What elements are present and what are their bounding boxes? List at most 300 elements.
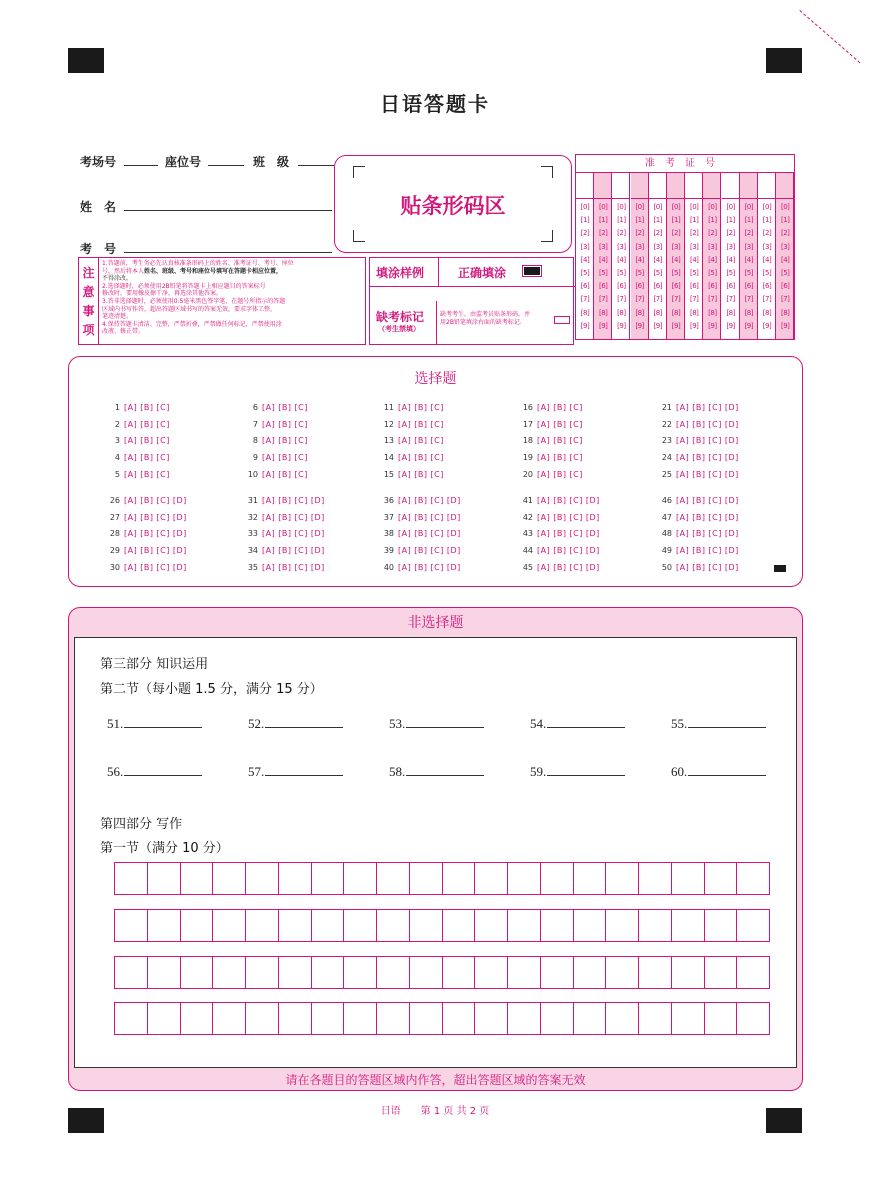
blank-line[interactable] <box>688 727 766 728</box>
choice-question[interactable] <box>656 403 739 412</box>
answer-bubbles[interactable]: [A] [B] [C] <box>262 403 308 412</box>
writing-cell[interactable] <box>541 957 574 988</box>
exam-id-bubble[interactable]: [0] <box>671 203 681 211</box>
choice-question[interactable] <box>104 563 187 572</box>
writing-cell[interactable] <box>279 863 312 894</box>
choice-question[interactable] <box>656 496 739 505</box>
choice-question[interactable] <box>656 470 739 479</box>
answer-bubbles[interactable]: [A] [B] [C] [D] <box>398 513 461 522</box>
writing-cell[interactable] <box>344 863 377 894</box>
exam-id-bubble[interactable]: [7] <box>780 295 790 304</box>
choice-question[interactable] <box>242 453 308 462</box>
writing-cell[interactable] <box>213 957 246 988</box>
writing-grid-row[interactable] <box>114 909 770 942</box>
writing-cell[interactable] <box>181 910 214 941</box>
exam-id-digit-box[interactable] <box>685 173 703 199</box>
choice-question[interactable] <box>517 403 583 412</box>
answer-bubbles[interactable]: [A] [B] [C] [D] <box>262 496 325 505</box>
exam-id-bubble[interactable]: [9] <box>744 321 753 330</box>
writing-cell[interactable] <box>410 1003 443 1034</box>
choice-question[interactable] <box>517 420 583 429</box>
blank-line[interactable] <box>124 727 202 728</box>
exam-id-bubble[interactable]: [0] <box>653 203 662 211</box>
exam-id-bubble[interactable]: [8] <box>635 308 644 317</box>
exam-id-digit-box[interactable] <box>740 173 758 199</box>
writing-cell[interactable] <box>410 957 443 988</box>
exam-id-bubble[interactable]: [4] <box>762 255 772 264</box>
blank-line[interactable] <box>265 727 343 728</box>
exam-id-digit-box[interactable] <box>667 173 685 199</box>
writing-cell[interactable] <box>508 863 541 894</box>
exam-id-bubble[interactable]: [3] <box>635 242 644 251</box>
exam-id-bubble[interactable]: [9] <box>780 321 790 330</box>
fill-blank[interactable] <box>389 716 484 732</box>
exam-id-bubble[interactable]: [3] <box>671 242 681 251</box>
exam-id-bubble[interactable]: [8] <box>744 308 753 317</box>
answer-bubbles[interactable]: [A] [B] [C] <box>124 420 170 429</box>
exam-id-bubble[interactable]: [7] <box>744 295 753 304</box>
exam-id-digit-box[interactable] <box>722 173 740 199</box>
answer-bubbles[interactable]: [A] [B] [C] <box>537 403 583 412</box>
writing-cell[interactable] <box>181 863 214 894</box>
choice-question[interactable] <box>242 470 308 479</box>
exam-id-bubble[interactable]: [3] <box>689 242 699 251</box>
exam-id-bubble[interactable]: [6] <box>635 282 644 291</box>
exam-id-bubble[interactable]: [0] <box>780 203 790 211</box>
exam-id-bubble[interactable]: [0] <box>726 203 735 211</box>
choice-question[interactable] <box>378 529 461 538</box>
exam-id-bubble[interactable]: [1] <box>671 216 681 225</box>
exam-id-bubble[interactable]: [3] <box>762 242 772 251</box>
choice-question[interactable] <box>378 420 444 429</box>
answer-bubbles[interactable]: [A] [B] [C] [D] <box>676 529 739 538</box>
writing-cell[interactable] <box>574 910 607 941</box>
choice-question[interactable] <box>104 470 170 479</box>
answer-bubbles[interactable]: [A] [B] [C] [D] <box>676 496 739 505</box>
answer-bubbles[interactable]: [A] [B] [C] [D] <box>676 546 739 555</box>
choice-question[interactable] <box>656 563 739 572</box>
exam-id-bubble[interactable]: [9] <box>617 321 626 330</box>
answer-bubbles[interactable]: [A] [B] [C] [D] <box>398 496 461 505</box>
writing-grid-row[interactable] <box>114 862 770 895</box>
exam-id-bubble[interactable]: [6] <box>726 282 735 291</box>
exam-id-bubble[interactable]: [6] <box>671 282 681 291</box>
choice-question[interactable] <box>242 420 308 429</box>
answer-bubbles[interactable]: [A] [B] [C] [D] <box>537 546 600 555</box>
exam-id-bubble[interactable]: [2] <box>617 229 626 238</box>
writing-cell[interactable] <box>213 863 246 894</box>
choice-question[interactable] <box>242 436 308 445</box>
exam-id-bubble[interactable]: [0] <box>635 203 644 211</box>
exam-id-bubble[interactable]: [5] <box>726 269 735 277</box>
choice-question[interactable] <box>104 420 170 429</box>
choice-question[interactable] <box>517 529 600 538</box>
blank-line[interactable] <box>547 775 625 776</box>
answer-bubbles[interactable]: [A] [B] [C] [D] <box>676 420 739 429</box>
exam-id-bubble[interactable]: [7] <box>580 295 590 304</box>
writing-cell[interactable] <box>312 957 345 988</box>
exam-id-bubble[interactable]: [4] <box>671 255 681 264</box>
exam-id-bubble[interactable]: [4] <box>598 255 608 264</box>
choice-question[interactable] <box>104 453 170 462</box>
answer-bubbles[interactable]: [A] [B] [C] <box>537 453 583 462</box>
writing-cell[interactable] <box>246 863 279 894</box>
exam-id-bubble[interactable]: [4] <box>780 255 790 264</box>
writing-cell[interactable] <box>475 863 508 894</box>
answer-bubbles[interactable]: [A] [B] [C] [D] <box>124 496 187 505</box>
answer-bubbles[interactable]: [A] [B] [C] <box>124 403 170 412</box>
exam-id-bubble[interactable]: [4] <box>708 255 717 264</box>
choice-question[interactable] <box>656 436 739 445</box>
writing-cell[interactable] <box>672 910 705 941</box>
writing-cell[interactable] <box>639 910 672 941</box>
exam-id-bubble[interactable]: [2] <box>726 229 735 238</box>
fill-blank[interactable] <box>248 764 343 780</box>
writing-cell[interactable] <box>312 863 345 894</box>
choice-question[interactable] <box>656 529 739 538</box>
blank-line[interactable] <box>688 775 766 776</box>
blank-line[interactable] <box>265 775 343 776</box>
exam-id-bubble[interactable]: [8] <box>598 308 608 317</box>
writing-cell[interactable] <box>672 1003 705 1034</box>
choice-question[interactable] <box>242 496 325 505</box>
exam-id-bubble[interactable]: [4] <box>744 255 753 264</box>
writing-cell[interactable] <box>312 910 345 941</box>
choice-question[interactable] <box>242 529 325 538</box>
answer-bubbles[interactable]: [A] [B] [C] [D] <box>676 403 739 412</box>
writing-cell[interactable] <box>377 910 410 941</box>
exam-id-bubble[interactable]: [5] <box>617 269 626 277</box>
writing-grid-row[interactable] <box>114 956 770 989</box>
writing-cell[interactable] <box>377 957 410 988</box>
answer-bubbles[interactable]: [A] [B] [C] <box>537 470 583 479</box>
exam-id-bubble[interactable]: [3] <box>726 242 735 251</box>
writing-cell[interactable] <box>115 957 148 988</box>
answer-bubbles[interactable]: [A] [B] [C] <box>398 420 444 429</box>
writing-cell[interactable] <box>475 957 508 988</box>
writing-cell[interactable] <box>737 910 769 941</box>
blank-line[interactable] <box>547 727 625 728</box>
answer-bubbles[interactable]: [A] [B] [C] <box>398 470 444 479</box>
exam-id-bubble[interactable]: [7] <box>762 295 772 304</box>
choice-question[interactable] <box>378 546 461 555</box>
exam-id-bubble[interactable]: [6] <box>780 282 790 291</box>
exam-id-bubble[interactable]: [5] <box>635 269 644 277</box>
writing-cell[interactable] <box>312 1003 345 1034</box>
exam-id-bubble[interactable]: [6] <box>744 282 753 291</box>
writing-cell[interactable] <box>213 1003 246 1034</box>
writing-cell[interactable] <box>705 1003 738 1034</box>
exam-id-bubble[interactable]: [7] <box>635 295 644 304</box>
exam-id-bubble[interactable]: [0] <box>617 203 626 211</box>
exam-id-bubble[interactable]: [4] <box>726 255 735 264</box>
exam-id-bubble[interactable]: [8] <box>689 308 699 317</box>
exam-id-bubble[interactable]: [8] <box>580 308 590 317</box>
exam-id-bubble[interactable]: [3] <box>617 242 626 251</box>
exam-id-bubble[interactable]: [3] <box>653 242 662 251</box>
exam-id-bubble[interactable]: [9] <box>580 321 590 330</box>
exam-id-bubble[interactable]: [8] <box>617 308 626 317</box>
choice-question[interactable] <box>104 546 187 555</box>
writing-cell[interactable] <box>279 1003 312 1034</box>
writing-cell[interactable] <box>606 957 639 988</box>
exam-id-bubble[interactable]: [1] <box>744 216 753 225</box>
exam-id-bubble[interactable]: [9] <box>689 321 699 330</box>
writing-cell[interactable] <box>574 1003 607 1034</box>
exam-id-bubble[interactable]: [5] <box>653 269 662 277</box>
exam-id-bubble[interactable]: [7] <box>708 295 717 304</box>
choice-question[interactable] <box>104 436 170 445</box>
exam-id-bubble[interactable]: [7] <box>671 295 681 304</box>
writing-cell[interactable] <box>508 910 541 941</box>
exam-id-bubble[interactable]: [1] <box>653 216 662 225</box>
choice-question[interactable] <box>378 453 444 462</box>
writing-cell[interactable] <box>344 957 377 988</box>
answer-bubbles[interactable]: [A] [B] [C] [D] <box>676 513 739 522</box>
choice-question[interactable] <box>104 513 187 522</box>
exam-id-bubble[interactable]: [8] <box>708 308 717 317</box>
exam-id-bubble[interactable]: [1] <box>580 216 590 225</box>
exam-id-bubble[interactable]: [4] <box>689 255 699 264</box>
writing-cell[interactable] <box>115 910 148 941</box>
choice-question[interactable] <box>104 496 187 505</box>
writing-cell[interactable] <box>574 863 607 894</box>
exam-id-digit-box[interactable] <box>776 173 794 199</box>
exam-id-bubble[interactable]: [1] <box>726 216 735 225</box>
writing-cell[interactable] <box>508 1003 541 1034</box>
exam-room-field[interactable] <box>124 165 158 166</box>
exam-id-bubble[interactable]: [5] <box>744 269 753 277</box>
writing-cell[interactable] <box>737 863 769 894</box>
exam-id-bubble[interactable]: [5] <box>689 269 699 277</box>
writing-cell[interactable] <box>148 863 181 894</box>
answer-bubbles[interactable]: [A] [B] [C] [D] <box>262 546 325 555</box>
choice-question[interactable] <box>378 513 461 522</box>
exam-id-bubble[interactable]: [6] <box>580 282 590 291</box>
exam-id-bubble[interactable]: [4] <box>635 255 644 264</box>
exam-id-bubble[interactable]: [3] <box>780 242 790 251</box>
exam-id-bubble[interactable]: [6] <box>653 282 662 291</box>
fill-blank[interactable] <box>671 764 766 780</box>
blank-line[interactable] <box>406 775 484 776</box>
exam-id-bubble[interactable]: [9] <box>653 321 662 330</box>
exam-id-bubble[interactable]: [5] <box>598 269 608 277</box>
choice-question[interactable] <box>656 453 739 462</box>
writing-cell[interactable] <box>279 957 312 988</box>
exam-id-bubble[interactable]: [2] <box>762 229 772 238</box>
exam-id-bubble[interactable]: [3] <box>708 242 717 251</box>
choice-question[interactable] <box>517 496 600 505</box>
answer-bubbles[interactable]: [A] [B] [C] [D] <box>262 563 325 572</box>
exam-id-bubble[interactable]: [9] <box>726 321 735 330</box>
writing-cell[interactable] <box>148 1003 181 1034</box>
answer-bubbles[interactable]: [A] [B] [C] [D] <box>537 496 600 505</box>
writing-cell[interactable] <box>737 957 769 988</box>
answer-bubbles[interactable]: [A] [B] [C] [D] <box>124 546 187 555</box>
fill-blank[interactable] <box>530 764 625 780</box>
exam-id-bubble[interactable]: [1] <box>762 216 772 225</box>
fill-blank[interactable] <box>248 716 343 732</box>
choice-question[interactable] <box>517 436 583 445</box>
writing-cell[interactable] <box>443 863 476 894</box>
exam-id-bubble[interactable]: [3] <box>744 242 753 251</box>
answer-bubbles[interactable]: [A] [B] [C] [D] <box>262 513 325 522</box>
writing-cell[interactable] <box>639 863 672 894</box>
exam-id-bubble[interactable]: [1] <box>617 216 626 225</box>
choice-question[interactable] <box>517 453 583 462</box>
exam-id-bubble[interactable]: [4] <box>617 255 626 264</box>
exam-id-bubble[interactable]: [1] <box>708 216 717 225</box>
exam-id-bubble[interactable]: [2] <box>689 229 699 238</box>
exam-id-bubble[interactable]: [1] <box>598 216 608 225</box>
writing-cell[interactable] <box>672 863 705 894</box>
exam-id-bubble[interactable]: [7] <box>689 295 699 304</box>
choice-question[interactable] <box>517 513 600 522</box>
writing-cell[interactable] <box>705 957 738 988</box>
answer-bubbles[interactable]: [A] [B] [C] <box>262 420 308 429</box>
name-field[interactable] <box>124 210 332 211</box>
writing-cell[interactable] <box>377 1003 410 1034</box>
writing-cell[interactable] <box>541 863 574 894</box>
answer-bubbles[interactable]: [A] [B] [C] [D] <box>398 546 461 555</box>
choice-question[interactable] <box>517 546 600 555</box>
writing-cell[interactable] <box>443 957 476 988</box>
fill-blank[interactable] <box>107 764 202 780</box>
answer-bubbles[interactable]: [A] [B] [C] <box>398 436 444 445</box>
answer-bubbles[interactable]: [A] [B] [C] [D] <box>676 436 739 445</box>
choice-question[interactable] <box>656 513 739 522</box>
exam-id-bubble[interactable]: [0] <box>598 203 608 211</box>
exam-id-bubble[interactable]: [5] <box>671 269 681 277</box>
choice-question[interactable] <box>242 403 308 412</box>
writing-cell[interactable] <box>443 910 476 941</box>
exam-id-bubble[interactable]: [6] <box>762 282 772 291</box>
fill-blank[interactable] <box>389 764 484 780</box>
writing-cell[interactable] <box>181 957 214 988</box>
exam-id-bubble[interactable]: [0] <box>708 203 717 211</box>
writing-cell[interactable] <box>181 1003 214 1034</box>
seat-field[interactable] <box>208 165 244 166</box>
writing-cell[interactable] <box>115 1003 148 1034</box>
choice-question[interactable] <box>656 546 739 555</box>
answer-bubbles[interactable]: [A] [B] [C] <box>398 453 444 462</box>
exam-id-bubble[interactable]: [6] <box>598 282 608 291</box>
answer-bubbles[interactable]: [A] [B] [C] <box>262 436 308 445</box>
choice-question[interactable] <box>104 529 187 538</box>
exam-id-bubble[interactable]: [2] <box>780 229 790 238</box>
exam-id-bubble[interactable]: [2] <box>671 229 681 238</box>
choice-question[interactable] <box>104 403 170 412</box>
writing-cell[interactable] <box>279 910 312 941</box>
exam-id-digit-box[interactable] <box>703 173 721 199</box>
answer-bubbles[interactable]: [A] [B] [C] [D] <box>124 513 187 522</box>
writing-cell[interactable] <box>246 957 279 988</box>
choice-question[interactable] <box>242 546 325 555</box>
exam-id-bubble[interactable]: [2] <box>580 229 590 238</box>
writing-cell[interactable] <box>574 957 607 988</box>
exam-id-bubble[interactable]: [0] <box>762 203 772 211</box>
writing-cell[interactable] <box>705 910 738 941</box>
answer-bubbles[interactable]: [A] [B] [C] <box>124 436 170 445</box>
writing-cell[interactable] <box>148 957 181 988</box>
exam-id-bubble[interactable]: [8] <box>671 308 681 317</box>
exam-id-bubble[interactable]: [7] <box>726 295 735 304</box>
writing-cell[interactable] <box>541 910 574 941</box>
answer-bubbles[interactable]: [A] [B] [C] <box>537 420 583 429</box>
exam-id-bubble[interactable]: [1] <box>780 216 790 225</box>
writing-cell[interactable] <box>443 1003 476 1034</box>
writing-cell[interactable] <box>475 1003 508 1034</box>
exam-id-bubble[interactable]: [2] <box>653 229 662 238</box>
writing-cell[interactable] <box>410 910 443 941</box>
fill-blank[interactable] <box>671 716 766 732</box>
exam-id-bubble[interactable]: [7] <box>617 295 626 304</box>
exam-id-bubble[interactable]: [5] <box>708 269 717 277</box>
exam-id-bubble[interactable]: [8] <box>653 308 662 317</box>
writing-cell[interactable] <box>606 863 639 894</box>
choice-question[interactable] <box>378 496 461 505</box>
writing-cell[interactable] <box>246 1003 279 1034</box>
answer-bubbles[interactable]: [A] [B] [C] [D] <box>124 529 187 538</box>
choice-question[interactable] <box>242 563 325 572</box>
answer-bubbles[interactable]: [A] [B] [C] [D] <box>537 529 600 538</box>
exam-id-bubble[interactable]: [8] <box>780 308 790 317</box>
writing-cell[interactable] <box>639 1003 672 1034</box>
fill-blank[interactable] <box>107 716 202 732</box>
exam-id-digit-box[interactable] <box>631 173 649 199</box>
answer-bubbles[interactable]: [A] [B] [C] <box>262 453 308 462</box>
writing-cell[interactable] <box>639 957 672 988</box>
exam-id-bubble[interactable]: [3] <box>598 242 608 251</box>
answer-bubbles[interactable]: [A] [B] [C] [D] <box>537 563 600 572</box>
writing-cell[interactable] <box>115 863 148 894</box>
writing-cell[interactable] <box>377 863 410 894</box>
exam-id-bubble[interactable]: [1] <box>689 216 699 225</box>
exam-id-bubble[interactable]: [6] <box>617 282 626 291</box>
writing-cell[interactable] <box>344 910 377 941</box>
answer-bubbles[interactable]: [A] [B] [C] <box>537 436 583 445</box>
exam-id-bubble[interactable]: [8] <box>726 308 735 317</box>
answer-bubbles[interactable]: [A] [B] [C] <box>398 403 444 412</box>
writing-cell[interactable] <box>541 1003 574 1034</box>
exam-id-bubble[interactable]: [9] <box>671 321 681 330</box>
answer-bubbles[interactable]: [A] [B] [C] [D] <box>676 563 739 572</box>
writing-cell[interactable] <box>344 1003 377 1034</box>
writing-cell[interactable] <box>606 1003 639 1034</box>
exam-id-bubble[interactable]: [9] <box>762 321 772 330</box>
writing-cell[interactable] <box>213 910 246 941</box>
class-field[interactable] <box>298 165 334 166</box>
exam-id-bubble[interactable]: [0] <box>744 203 753 211</box>
choice-question[interactable] <box>656 420 739 429</box>
exam-id-bubble[interactable]: [9] <box>635 321 644 330</box>
choice-question[interactable] <box>378 436 444 445</box>
choice-question[interactable] <box>517 563 600 572</box>
writing-cell[interactable] <box>475 910 508 941</box>
blank-line[interactable] <box>124 775 202 776</box>
choice-question[interactable] <box>242 513 325 522</box>
exam-id-digit-box[interactable] <box>758 173 776 199</box>
answer-bubbles[interactable]: [A] [B] [C] [D] <box>124 563 187 572</box>
blank-line[interactable] <box>406 727 484 728</box>
writing-cell[interactable] <box>705 863 738 894</box>
answer-bubbles[interactable]: [A] [B] [C] [D] <box>262 529 325 538</box>
exam-id-bubble[interactable]: [6] <box>708 282 717 291</box>
writing-grid-row[interactable] <box>114 1002 770 1035</box>
exam-id-bubble[interactable]: [2] <box>598 229 608 238</box>
answer-bubbles[interactable]: [A] [B] [C] <box>124 470 170 479</box>
exam-id-bubble[interactable]: [3] <box>580 242 590 251</box>
